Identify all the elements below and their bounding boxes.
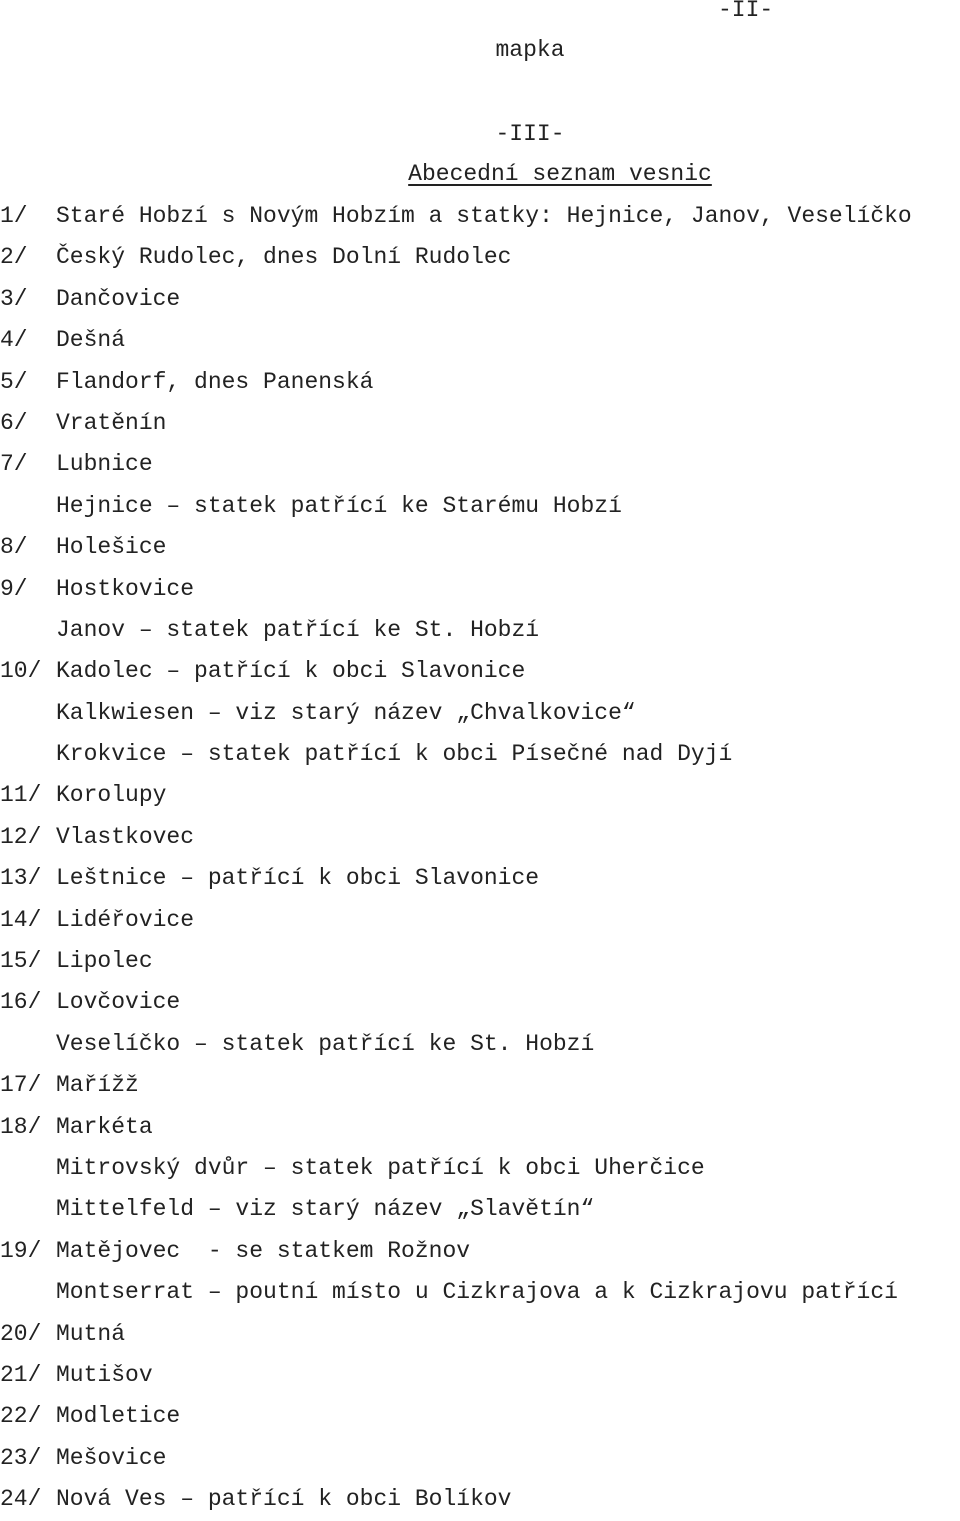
item-text: Mařížž: [56, 1072, 139, 1099]
item-number: 18/: [0, 1113, 42, 1140]
item-number: 14/: [0, 906, 42, 933]
list-item: [0, 1107, 960, 1148]
item-number: [0, 693, 56, 734]
item-number: 19/: [0, 1237, 42, 1264]
item-number: 22/: [0, 1403, 42, 1430]
list-item: [0, 941, 960, 982]
item-text: Matějovec - se statkem Rožnov: [56, 1237, 471, 1264]
item-text: Lidéřovice: [56, 906, 195, 933]
item-number: 13/: [0, 865, 42, 892]
item-text: Korolupy: [56, 782, 167, 809]
item-number: 23/: [0, 1444, 42, 1471]
item-text: Dešná: [56, 327, 126, 354]
item-text: Mitrovský dvůr – statek patřící k obci Uherčice: [56, 1154, 705, 1181]
item-text: Kadolec – patřící k obci Slavonice: [56, 658, 526, 685]
list-item: [0, 527, 960, 568]
item-text: Nová Ves – patřící k obci Bolíkov: [56, 1486, 512, 1513]
item-text: Mešovice: [56, 1444, 167, 1471]
list-item: [0, 982, 960, 1023]
list-item: [0, 279, 960, 320]
item-number: [0, 1024, 56, 1065]
item-number: [0, 486, 56, 527]
item-text: Hostkovice: [56, 575, 195, 602]
item-number: 5/: [0, 368, 28, 395]
map-label: mapka: [495, 37, 565, 63]
item-text: Vratěnín: [56, 409, 167, 436]
list-item: [0, 775, 960, 816]
list-item: [0, 1024, 960, 1065]
list-item: [0, 1065, 960, 1106]
list-item: [0, 817, 960, 858]
item-text: Vlastkovec: [56, 823, 195, 850]
item-text: Krokvice – statek patřící k obci Písečné nad Dyjí: [56, 741, 733, 768]
list-item: [0, 444, 960, 485]
item-text: Flandorf, dnes Panenská: [56, 368, 374, 395]
list-item: [0, 610, 960, 651]
item-text: Lipolec: [56, 948, 153, 975]
item-number: [0, 1148, 56, 1189]
item-text: Holešice: [56, 534, 167, 561]
list-item: [0, 237, 960, 278]
list-item: [0, 651, 960, 692]
item-text: Mutná: [56, 1320, 126, 1347]
item-number: 10/: [0, 658, 42, 685]
item-number: 9/: [0, 575, 28, 602]
item-number: 2/: [0, 244, 28, 271]
item-number: 16/: [0, 989, 42, 1016]
item-text: Mittelfeld – viz starý název „Slavětín“: [56, 1196, 595, 1223]
item-number: 3/: [0, 285, 28, 312]
item-number: [0, 1189, 56, 1230]
item-text: Mutišov: [56, 1361, 153, 1388]
list-item: [0, 900, 960, 941]
item-number: 24/: [0, 1486, 42, 1513]
item-number: [0, 1272, 56, 1313]
item-text: Veselíčko – statek patřící ke St. Hobzí: [56, 1030, 595, 1057]
list-item: [0, 1148, 960, 1189]
section-number: -III-: [495, 121, 565, 147]
item-number: 1/: [0, 203, 28, 229]
item-number: [0, 610, 56, 651]
list-item: [0, 734, 960, 775]
item-text: Dančovice: [56, 285, 181, 312]
list-item: [0, 569, 960, 610]
item-text: Modletice: [56, 1403, 181, 1430]
list-title: Abecední seznam vesnic: [408, 161, 712, 187]
item-number: 21/: [0, 1361, 42, 1388]
list-item: [0, 403, 960, 444]
item-number: 20/: [0, 1320, 42, 1347]
page-number: -II-: [718, 0, 774, 23]
village-list: [0, 196, 960, 1521]
item-text: Kalkwiesen – viz starý název „Chvalkovice“: [56, 699, 636, 726]
item-text: Lovčovice: [56, 989, 181, 1016]
list-item: [0, 858, 960, 899]
item-text: Lubnice: [56, 451, 153, 478]
list-item: [0, 486, 960, 527]
list-item: [0, 1355, 960, 1396]
item-text: Markéta: [56, 1113, 153, 1140]
item-number: 12/: [0, 823, 42, 850]
list-item: [0, 693, 960, 734]
item-number: [0, 734, 56, 775]
list-item: [0, 1479, 960, 1520]
item-text: Hejnice – statek patřící ke Starému Hobzí: [56, 492, 622, 519]
list-item: [0, 1438, 960, 1479]
item-number: 11/: [0, 782, 42, 809]
list-item: [0, 196, 960, 237]
list-item: [0, 1189, 960, 1230]
list-item: [0, 362, 960, 403]
item-number: 8/: [0, 534, 28, 561]
list-item: [0, 1272, 960, 1313]
item-number: 4/: [0, 327, 28, 354]
item-text: Staré Hobzí s Novým Hobzím a statky: Hejnice, Janov, Veselíčko: [56, 203, 912, 229]
item-number: 15/: [0, 948, 42, 975]
item-text: Leštnice – patřící k obci Slavonice: [56, 865, 540, 892]
item-text: Český Rudolec, dnes Dolní Rudolec: [56, 244, 512, 271]
list-item: [0, 320, 960, 361]
item-number: 7/: [0, 451, 28, 478]
item-text: Janov – statek patřící ke St. Hobzí: [56, 616, 540, 643]
item-number: 6/: [0, 409, 28, 436]
item-number: 17/: [0, 1072, 42, 1099]
item-text: Montserrat – poutní místo u Cizkrajova a k Cizkrajovu patřící: [56, 1279, 898, 1306]
list-item: [0, 1231, 960, 1272]
list-item: [0, 1314, 960, 1355]
list-item: [0, 1396, 960, 1437]
